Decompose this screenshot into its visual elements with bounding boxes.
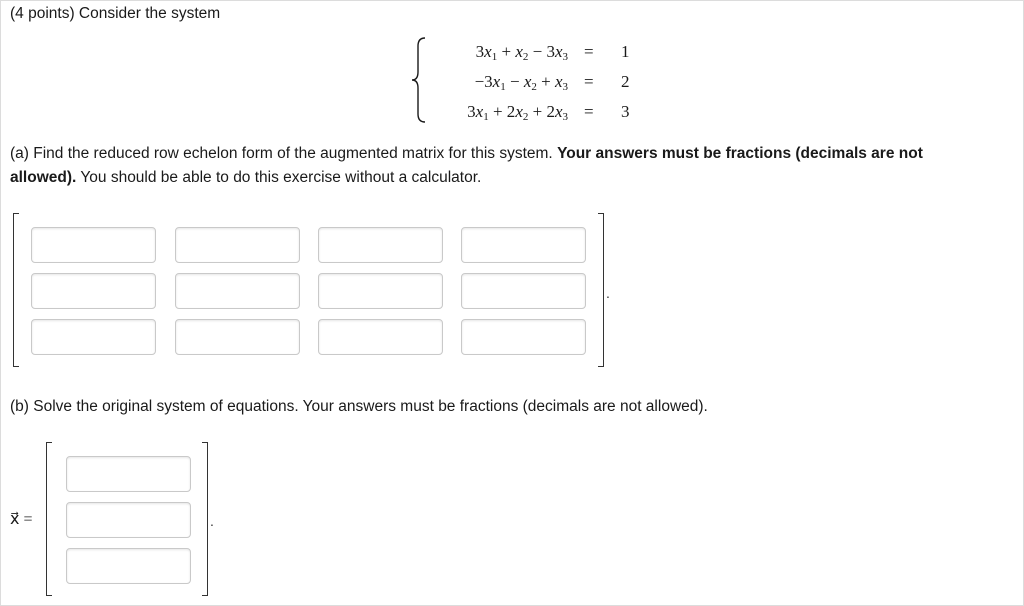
equation-2-rhs: 2 <box>621 72 630 91</box>
matrix-cell-r1c3[interactable] <box>318 227 443 263</box>
vector-label: x⃗ = <box>10 511 33 528</box>
vector-right-bracket <box>202 442 208 596</box>
part-a-line-1 <box>10 142 923 166</box>
part-a-bold-1: Your answers must be fractions (decimals are not <box>557 145 923 162</box>
problem-header: (4 points) Consider the system <box>10 5 221 22</box>
matrix-right-bracket <box>598 213 604 367</box>
matrix-cell-r2c4[interactable] <box>461 273 586 309</box>
part-a-line-2 <box>10 166 481 190</box>
equation-1-lhs: $3x_1 + x_2 - 3x_3$ <box>475 42 568 63</box>
matrix-cell-r3c4[interactable] <box>461 319 586 355</box>
matrix-terminator: . <box>606 285 610 301</box>
matrix-cell-r1c4[interactable] <box>461 227 586 263</box>
matrix-left-bracket <box>13 213 19 367</box>
equation-2-lhs: $-3x_1 - x_2 + x_3$ <box>474 72 568 93</box>
vector-cell-3[interactable] <box>66 548 191 584</box>
part-a-suffix: You should be able to do this exercise without a calculator. <box>76 169 482 186</box>
vector-left-bracket <box>46 442 52 596</box>
equation-3-lhs: $3x_1 + 2x_2 + 2x_3$ <box>467 102 568 123</box>
equation-1-equals: = <box>584 42 594 61</box>
equation-3-equals: = <box>584 102 594 121</box>
matrix-cell-r2c2[interactable] <box>175 273 300 309</box>
matrix-cell-r3c3[interactable] <box>318 319 443 355</box>
matrix-cell-r2c1[interactable] <box>31 273 156 309</box>
equation-3-rhs: 3 <box>621 102 630 121</box>
matrix-cell-r3c1[interactable] <box>31 319 156 355</box>
vector-terminator: . <box>210 513 214 529</box>
vector-cell-2[interactable] <box>66 502 191 538</box>
part-a-prefix: (a) Find the reduced row echelon form of the augmented matrix for this system. <box>10 145 558 162</box>
matrix-cell-r1c1[interactable] <box>31 227 156 263</box>
equation-2-equals: = <box>584 72 594 91</box>
part-a-bold-2: allowed). <box>10 169 77 186</box>
matrix-cell-r3c2[interactable] <box>175 319 300 355</box>
matrix-cell-r1c2[interactable] <box>175 227 300 263</box>
part-b-text: (b) Solve the original system of equations. Your answers must be fractions (decimals are not allowed). <box>10 398 708 415</box>
matrix-cell-r2c3[interactable] <box>318 273 443 309</box>
equation-1-rhs: 1 <box>621 42 630 61</box>
vector-cell-1[interactable] <box>66 456 191 492</box>
